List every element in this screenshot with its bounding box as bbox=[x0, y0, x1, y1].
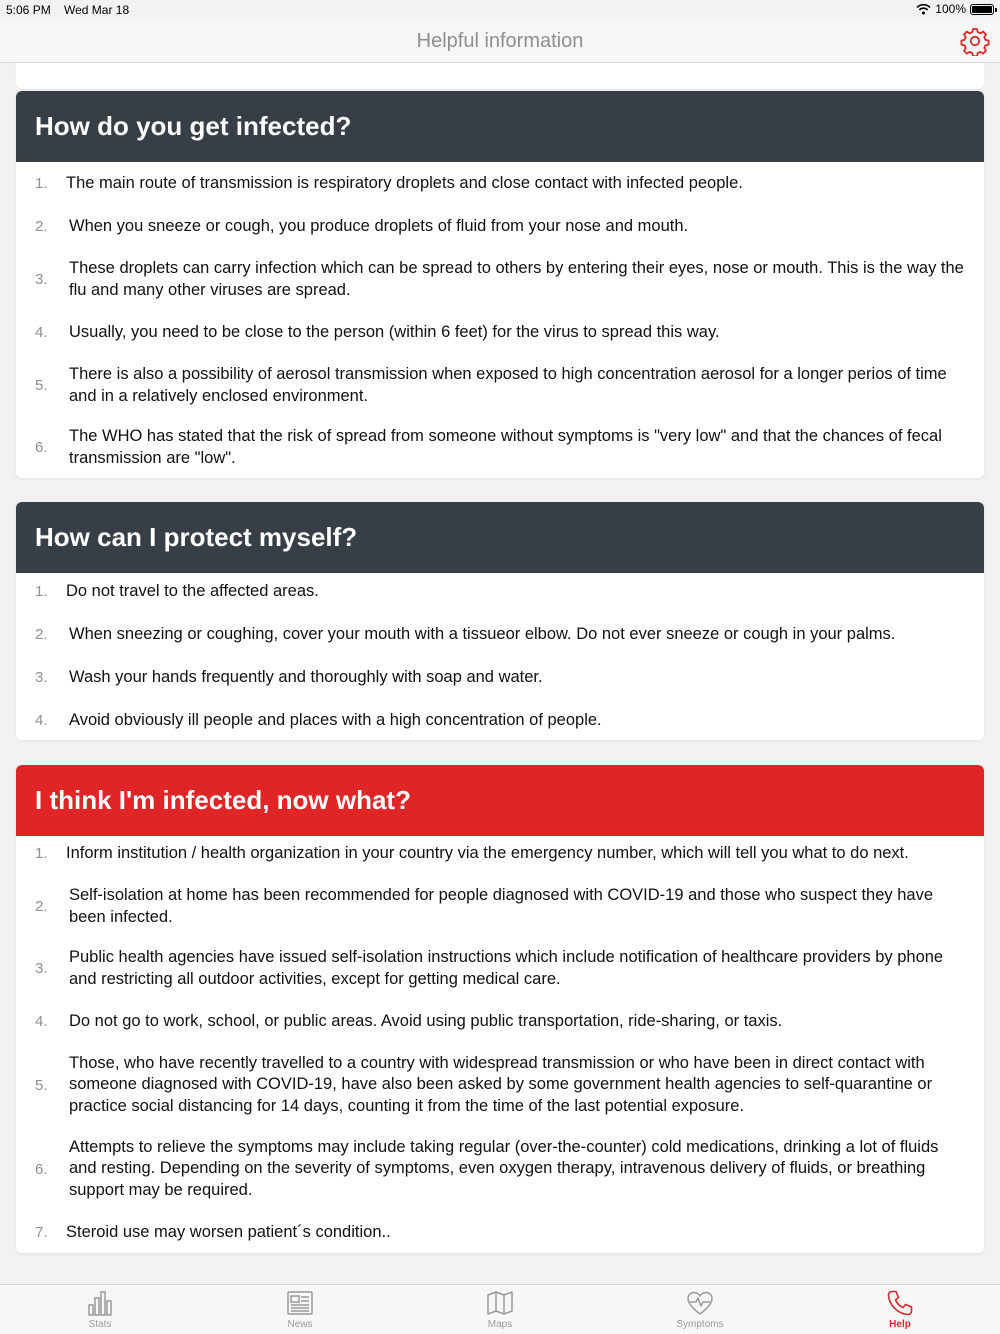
section-title: I think I'm infected, now what? bbox=[35, 785, 411, 815]
item-number: 4. bbox=[35, 1013, 48, 1030]
section-title: How can I protect myself? bbox=[35, 522, 358, 552]
list-item bbox=[16, 1137, 984, 1201]
card-header bbox=[16, 91, 984, 162]
item-number: 1. bbox=[35, 845, 48, 862]
item-text: There is also a possibility of aerosol transmission when exposed to high concentration aerosol for a longer perios of time and in a relatively enclosed environment. bbox=[69, 365, 947, 405]
item-text: Self-isolation at home has been recommended for people diagnosed with COVID-19 and those who suspect they have been infected. bbox=[69, 886, 934, 926]
tab-news[interactable] bbox=[250, 1289, 350, 1330]
list-item bbox=[16, 667, 984, 688]
bar-chart-icon bbox=[86, 1289, 114, 1317]
settings-button[interactable] bbox=[960, 26, 990, 56]
item-number: 3. bbox=[35, 669, 48, 686]
list-item bbox=[16, 364, 984, 407]
list-item bbox=[16, 258, 984, 301]
card-header bbox=[16, 502, 984, 573]
list-item bbox=[16, 426, 984, 469]
list-item bbox=[16, 216, 984, 237]
tab-label: Symptoms bbox=[676, 1319, 724, 1330]
item-text: Public health agencies have issued self-isolation instructions which include notification of healthcare providers by phone and restricting all outdoor activities, except for getting medical care. bbox=[69, 948, 944, 988]
heart-pulse-icon bbox=[686, 1289, 714, 1317]
item-number: 4. bbox=[35, 324, 48, 341]
status-bar bbox=[0, 0, 1000, 20]
status-date: Wed Mar 18 bbox=[64, 3, 130, 17]
map-icon bbox=[486, 1289, 514, 1317]
tab-symptoms[interactable] bbox=[650, 1289, 750, 1330]
battery-percent: 100% bbox=[935, 2, 966, 16]
item-number: 3. bbox=[35, 271, 48, 288]
tab-bar bbox=[0, 1284, 1000, 1334]
list-item bbox=[16, 1053, 984, 1117]
list-item bbox=[16, 581, 984, 602]
tab-maps[interactable] bbox=[450, 1289, 550, 1330]
list-item bbox=[16, 173, 984, 194]
item-text: Do not go to work, school, or public areas. Avoid using public transportation, ride-sharing, or taxis. bbox=[69, 1011, 783, 1030]
tab-label: Help bbox=[889, 1319, 911, 1330]
item-number: 6. bbox=[35, 439, 48, 456]
tab-help[interactable] bbox=[850, 1289, 950, 1330]
item-text: When sneezing or coughing, cover your mouth with a tissueor elbow. Do not ever sneeze or cough in your palms. bbox=[69, 624, 896, 643]
item-text: Usually, you need to be close to the person (within 6 feet) for the virus to spread this way. bbox=[69, 322, 720, 341]
tab-stats[interactable] bbox=[50, 1289, 150, 1330]
card-protect-myself bbox=[16, 502, 984, 740]
tab-label: News bbox=[287, 1319, 313, 1330]
list-item bbox=[16, 843, 984, 864]
item-text: These droplets can carry infection which can be spread to others by entering their eyes, nose or mouth. This is the way the flu and many other viruses are spread. bbox=[69, 259, 964, 299]
tab-label: Maps bbox=[487, 1319, 513, 1330]
item-text: Do not travel to the affected areas. bbox=[66, 581, 319, 600]
item-number: 6. bbox=[35, 1160, 48, 1178]
status-time: 5:06 PM bbox=[6, 3, 51, 17]
page-title: Helpful information bbox=[416, 30, 584, 52]
item-text: Avoid obviously ill people and places with a high concentration of people. bbox=[69, 710, 602, 729]
list-item bbox=[16, 710, 984, 731]
item-number: 1. bbox=[35, 175, 48, 192]
item-number: 5. bbox=[35, 1076, 48, 1094]
item-number: 2. bbox=[35, 218, 48, 235]
card-infected-what-now bbox=[16, 765, 984, 1253]
item-number: 5. bbox=[35, 377, 48, 394]
previous-card-bottom bbox=[16, 63, 984, 89]
item-number: 2. bbox=[35, 898, 48, 915]
list-item bbox=[16, 1011, 984, 1032]
item-text: The main route of transmission is respiratory droplets and close contact with infected people. bbox=[66, 173, 743, 192]
list-item bbox=[16, 1222, 984, 1243]
list-item bbox=[16, 947, 984, 990]
wifi-icon bbox=[916, 3, 931, 15]
phone-icon bbox=[886, 1289, 914, 1317]
item-text: Attempts to relieve the symptoms may include taking regular (over-the-counter) cold medications, drinking a lot of fluids and resting. Depending on the severity of symptoms, even oxygen therapy, intravenous delivery of fluids, or breathing support may be required. bbox=[69, 1137, 939, 1199]
card-how-infected bbox=[16, 91, 984, 478]
section-title: How do you get infected? bbox=[35, 111, 352, 141]
item-text: Steroid use may worsen patient´s condition.. bbox=[66, 1222, 391, 1241]
scroll-content[interactable] bbox=[0, 63, 1000, 1284]
nav-bar bbox=[0, 20, 1000, 63]
item-number: 4. bbox=[35, 712, 48, 729]
item-number: 7. bbox=[35, 1224, 48, 1241]
card-header bbox=[16, 765, 984, 836]
battery-icon bbox=[970, 4, 994, 15]
item-text: When you sneeze or cough, you produce droplets of fluid from your nose and mouth. bbox=[69, 216, 689, 235]
item-number: 1. bbox=[35, 583, 48, 600]
list-item bbox=[16, 322, 984, 343]
item-text: Wash your hands frequently and thoroughly with soap and water. bbox=[69, 667, 543, 686]
item-text: The WHO has stated that the risk of spread from someone without symptoms is "very low" and that the chances of fecal transmission are "low". bbox=[69, 427, 942, 467]
gear-icon bbox=[960, 26, 990, 56]
item-text: Inform institution / health organization in your country via the emergency number, which will tell you what to do next. bbox=[66, 843, 909, 862]
tab-label: Stats bbox=[88, 1319, 112, 1330]
item-text: Those, who have recently travelled to a country with widespread transmission or who have been in direct contact with someone diagnosed with COVID-19, have also been asked by some government health agencies to self-quarantine or practice social distancing for 14 days, counting it from the time of the last potential exposure. bbox=[69, 1053, 933, 1115]
item-number: 2. bbox=[35, 626, 48, 643]
newspaper-icon bbox=[286, 1289, 314, 1317]
item-number: 3. bbox=[35, 960, 48, 977]
list-item bbox=[16, 885, 984, 928]
list-item bbox=[16, 624, 984, 645]
status-right bbox=[916, 2, 994, 16]
